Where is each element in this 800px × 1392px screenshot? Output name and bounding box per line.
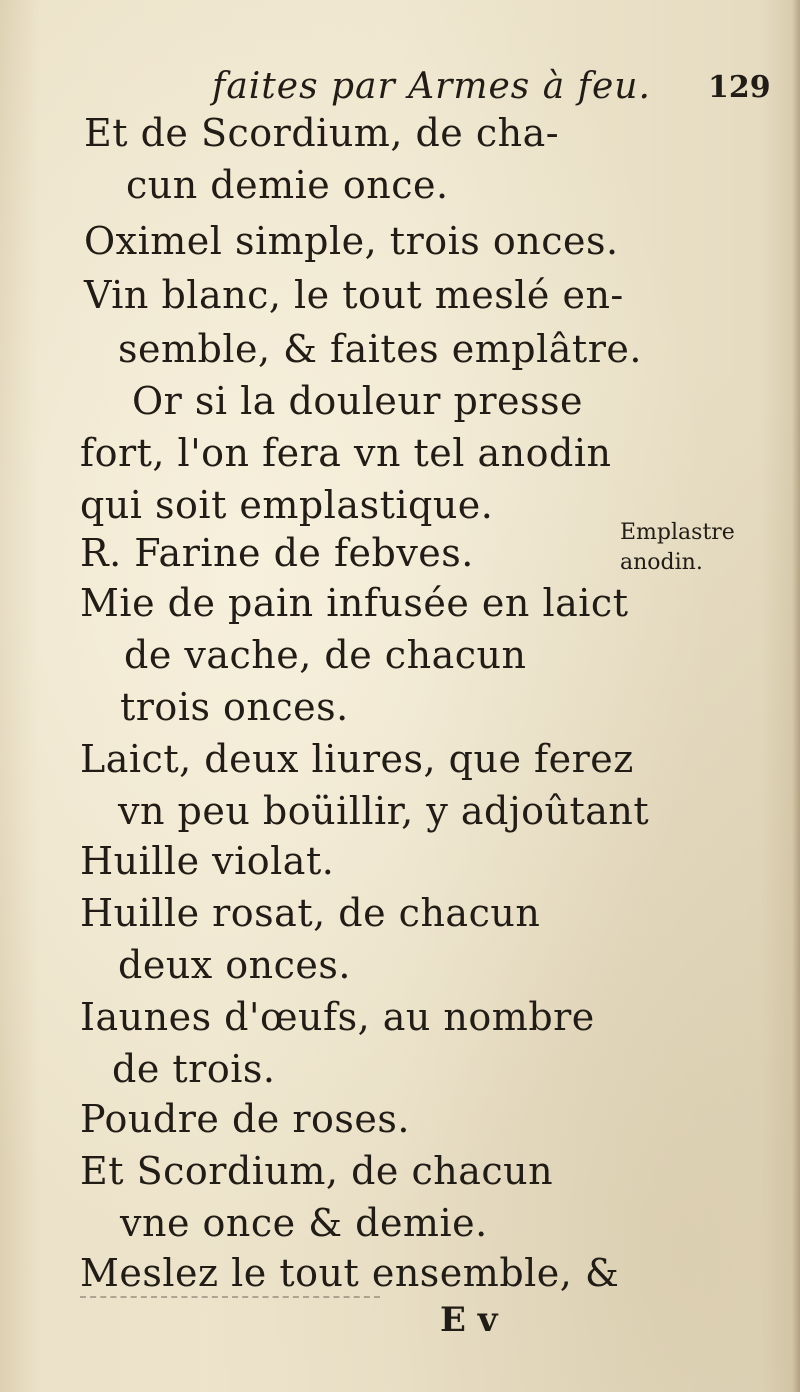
text-line: R. Farine de febves. [80,531,474,575]
marginal-note-line: anodin. [620,550,703,575]
page-number: 129 [708,70,771,105]
text-line: cun demie once. [126,163,449,207]
text-line: Mie de pain infusée en laict [80,581,629,625]
text-line: de trois. [112,1047,276,1091]
text-line: Meslez le tout ensemble, & [80,1251,620,1295]
text-line: Oximel simple, trois onces. [84,219,619,263]
text-line: Et Scordium, de chacun [80,1149,554,1193]
signature-mark: E v [440,1300,498,1340]
text-line: Iaunes d'œufs, au nombre [80,995,595,1039]
text-line: fort, l'on fera vn tel anodin [80,431,612,475]
running-head: faites par Armes à feu. [212,66,651,107]
marginal-note-line: Emplastre [620,520,735,545]
text-line: de vache, de chacun [124,633,527,677]
text-line: Laict, deux liures, que ferez [80,737,634,781]
text-line: Poudre de roses. [80,1097,410,1141]
page-edge-shadow [792,0,800,1392]
text-line: Huille violat. [80,839,335,883]
text-line: Et de Scordium, de cha- [84,111,560,155]
text-line: vn peu boüillir, y adjoûtant [118,789,650,833]
text-line: Vin blanc, le tout meslé en- [84,273,624,317]
text-line: qui soit emplastique. [80,483,494,527]
text-line: vne once & demie. [120,1201,488,1245]
text-line: Huille rosat, de chacun [80,891,541,935]
footer-dashes [80,1296,380,1300]
text-line: deux onces. [118,943,351,987]
text-line: semble, & faites emplâtre. [118,327,642,371]
text-line: Or si la douleur presse [132,379,584,423]
text-line: trois onces. [120,685,349,729]
